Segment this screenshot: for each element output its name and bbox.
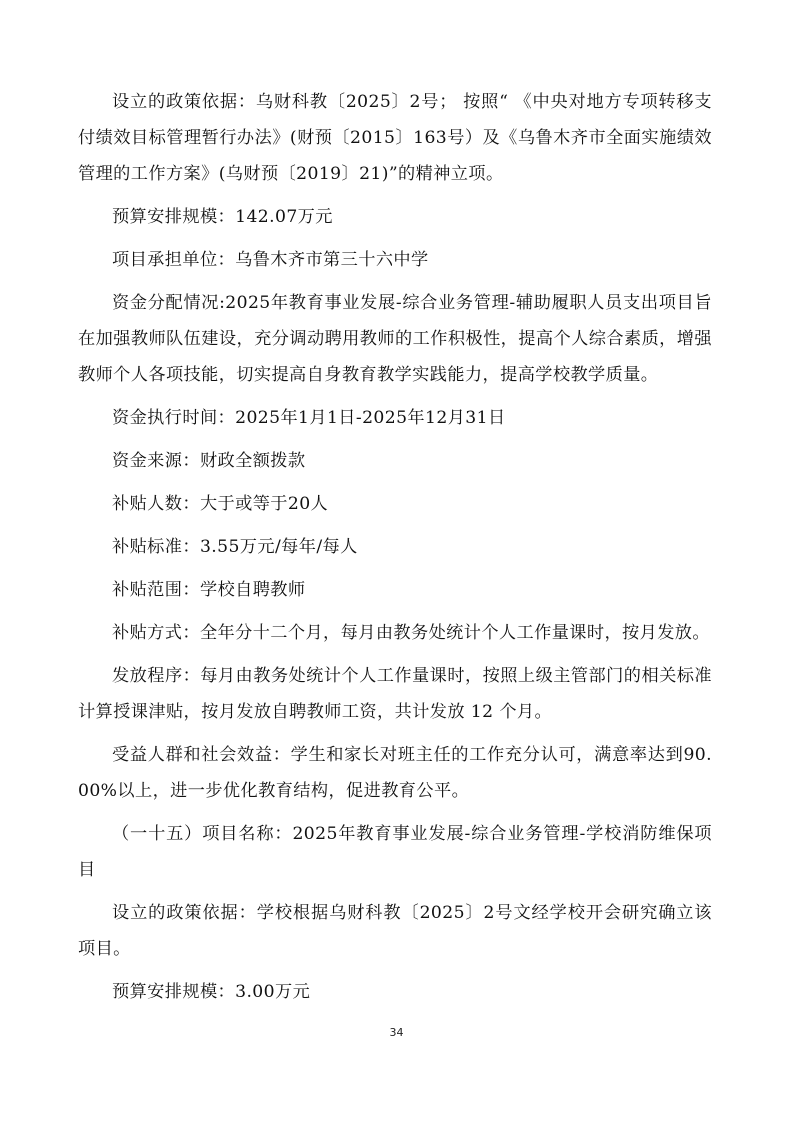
paragraph-payment-procedure: 发放程序：每月由教务处统计个人工作量课时，按照上级主管部门的相关标准计算授课津贴，按月发放自聘教师工资，共计发放 12 个月。 bbox=[78, 666, 712, 722]
paragraph-subsidy-method: 补贴方式：全年分十二个月，每月由教务处统计个人工作量课时，按月发放。 bbox=[112, 623, 710, 643]
paragraph-budget-scale: 预算安排规模：142.07万元 bbox=[112, 207, 333, 227]
paragraph-subsidy-count: 补贴人数：大于或等于20人 bbox=[112, 494, 329, 514]
paragraph-subsidy-standard: 补贴标准：3.55万元/每年/每人 bbox=[112, 537, 358, 557]
paragraph-policy-basis-2: 设立的政策依据：学校根据乌财科教〔2025〕2号文经学校开会研究确立该项目。 bbox=[78, 903, 712, 959]
paragraph-budget-scale-2: 预算安排规模：3.00万元 bbox=[112, 982, 311, 1002]
page-body bbox=[78, 84, 712, 1017]
paragraph-policy-basis: 设立的政策依据：乌财科教〔2025〕2号； 按照“ 《中央对地方专项转移支付绩效目标管理暂行办法》(财预〔2015〕163号）及《乌鲁木齐市全面实施绩效管理的工作方案》(乌财预〔2019〕21)”的精神立项。 bbox=[78, 92, 712, 184]
paragraph-undertaking-unit: 项目承担单位：乌鲁木齐市第三十六中学 bbox=[112, 250, 429, 270]
paragraph-fund-allocation: 资金分配情况:2025年教育事业发展-综合业务管理-辅助履职人员支出项目旨在加强教师队伍建设，充分调动聘用教师的工作积极性，提高个人综合素质，增强教师个人各项技能，切实提高自身教育教学实践能力，提高学校教学质量。 bbox=[78, 293, 712, 385]
paragraph-subsidy-scope: 补贴范围：学校自聘教师 bbox=[112, 580, 306, 600]
paragraph-execution-time: 资金执行时间：2025年1月1日-2025年12月31日 bbox=[112, 408, 506, 428]
page-number: 34 bbox=[389, 1026, 404, 1039]
paragraph-beneficiaries: 受益人群和社会效益：学生和家长对班主任的工作充分认可，满意率达到90.00%以上，进一步优化教育结构，促进教育公平。 bbox=[78, 745, 712, 801]
paragraph-fund-source: 资金来源：财政全额拨款 bbox=[112, 451, 306, 471]
paragraph-project-name: （一十五）项目名称：2025年教育事业发展-综合业务管理-学校消防维保项目 bbox=[78, 824, 712, 880]
